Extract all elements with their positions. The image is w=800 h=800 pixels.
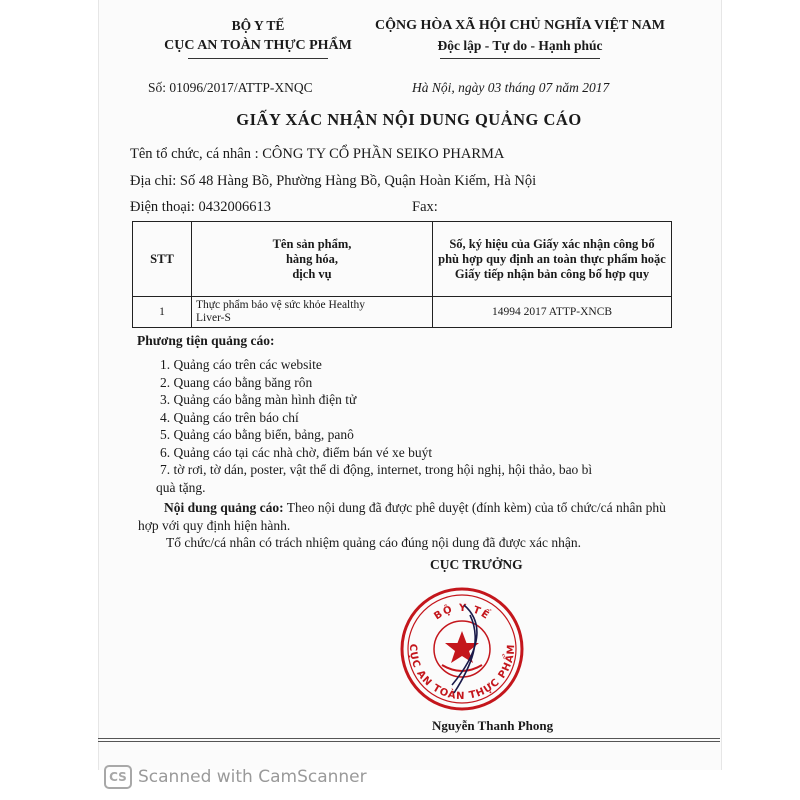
list-item: 7. tờ rơi, tờ dán, poster, vật thể di động, internet, trong hội nghị, hội thảo, bao bì <box>160 462 593 477</box>
table-header-row <box>133 222 672 297</box>
header-certificate-line: phù hợp quy định an toàn thực phẩm hoặc <box>438 251 666 266</box>
media-list <box>156 356 680 496</box>
organization-line: Tên tổ chức, cá nhân : CÔNG TY CỔ PHẦN SEIKO PHARMA <box>130 146 505 162</box>
document-number: Số: 01096/2017/ATTP-XNQC <box>148 80 313 95</box>
fax-line: Fax: <box>412 199 438 215</box>
signer-name: Nguyễn Thanh Phong <box>432 718 554 733</box>
phone-line: Điện thoại: 0432006613 <box>130 199 271 215</box>
ministry-name: BỘ Y TẾ <box>231 18 285 33</box>
media-section-title: Phương tiện quảng cáo: <box>137 333 275 348</box>
bottom-divider <box>98 738 720 739</box>
cell-certificate-number: 14994 2017 ATTP-XNCB <box>433 297 672 328</box>
table-row <box>133 297 672 328</box>
address-line: Địa chỉ: Số 48 Hàng Bồ, Phường Hàng Bồ, Quận Hoàn Kiếm, Hà Nội <box>130 173 537 189</box>
list-item: 4. Quảng cáo trên báo chí <box>160 409 299 425</box>
responsibility-line: Tổ chức/cá nhân có trách nhiệm quảng cáo đúng nội dung đã được xác nhận. <box>166 535 582 550</box>
list-item: 5. Quảng cáo bằng biển, bảng, panô <box>160 427 354 442</box>
seal-bottom-text: CỤC AN TOÀN THỰC PHẨM <box>406 643 518 703</box>
content-label: Nội dung quảng cáo: <box>164 500 284 515</box>
list-item: 6. Quảng cáo tại các nhà chờ, điểm bán vé xe buýt <box>160 444 433 460</box>
list-item: 2. Quang cáo bằng băng rôn <box>160 374 313 390</box>
issuer-header <box>158 16 358 59</box>
list-item: 3. Quảng cáo bằng màn hình điện tử <box>160 392 357 407</box>
motto-underline <box>440 58 600 59</box>
motto: Độc lập - Tự do - Hạnh phúc <box>437 38 603 53</box>
list-item: 1. Quảng cáo trên các website <box>160 357 322 372</box>
content-paragraph <box>138 499 668 535</box>
national-header <box>360 16 680 59</box>
header-product-name-line: hàng hóa, <box>285 251 339 266</box>
header-product-name-line: dịch vụ <box>292 266 332 281</box>
header-stt: STT <box>133 222 192 297</box>
product-table <box>132 221 672 328</box>
header-product-name-line: Tên sản phẩm, <box>272 236 352 251</box>
bottom-divider <box>98 741 720 742</box>
seal-emblem-base <box>442 665 482 671</box>
camscanner-text: Scanned with CamScanner <box>138 767 367 787</box>
header-product-name <box>192 222 433 297</box>
cell-product-name <box>192 297 433 328</box>
header-certificate-line: Số, ký hiệu của Giấy xác nhận công bố <box>449 236 655 251</box>
seal-graphic <box>392 585 532 715</box>
header-certificate-number <box>433 222 672 297</box>
document-date: Hà Nội, ngày 03 tháng 07 năm 2017 <box>412 80 610 95</box>
issuer-underline <box>188 58 328 59</box>
content-text: Theo nội dung đã được phê duyệt (đính kèm) của tổ chức/cá nhân phù hợp với quy định hiện hành. <box>138 500 666 533</box>
agency-name: CỤC AN TOÀN THỰC PHẨM <box>164 38 352 53</box>
cell-product-name-line: Thực phẩm bảo vệ sức khỏe Healthy <box>196 299 365 311</box>
country-name: CỘNG HÒA XÃ HỘI CHỦ NGHĨA VIỆT NAM <box>374 18 665 33</box>
camscanner-icon: CS <box>104 765 132 789</box>
cell-product-name-line: Liver-S <box>196 312 231 324</box>
cell-stt: 1 <box>133 297 192 328</box>
camscanner-watermark <box>104 765 367 789</box>
header-certificate-line: Giấy tiếp nhận bản công bố hợp quy <box>454 266 650 281</box>
seal-top-text: BỘ Y TẾ <box>432 602 492 623</box>
list-item: quà tặng. <box>156 479 206 495</box>
official-seal <box>392 585 532 715</box>
document-title: GIẤY XÁC NHẬN NỘI DUNG QUẢNG CÁO <box>236 110 582 129</box>
signer-title: CỤC TRƯỞNG <box>430 557 523 572</box>
